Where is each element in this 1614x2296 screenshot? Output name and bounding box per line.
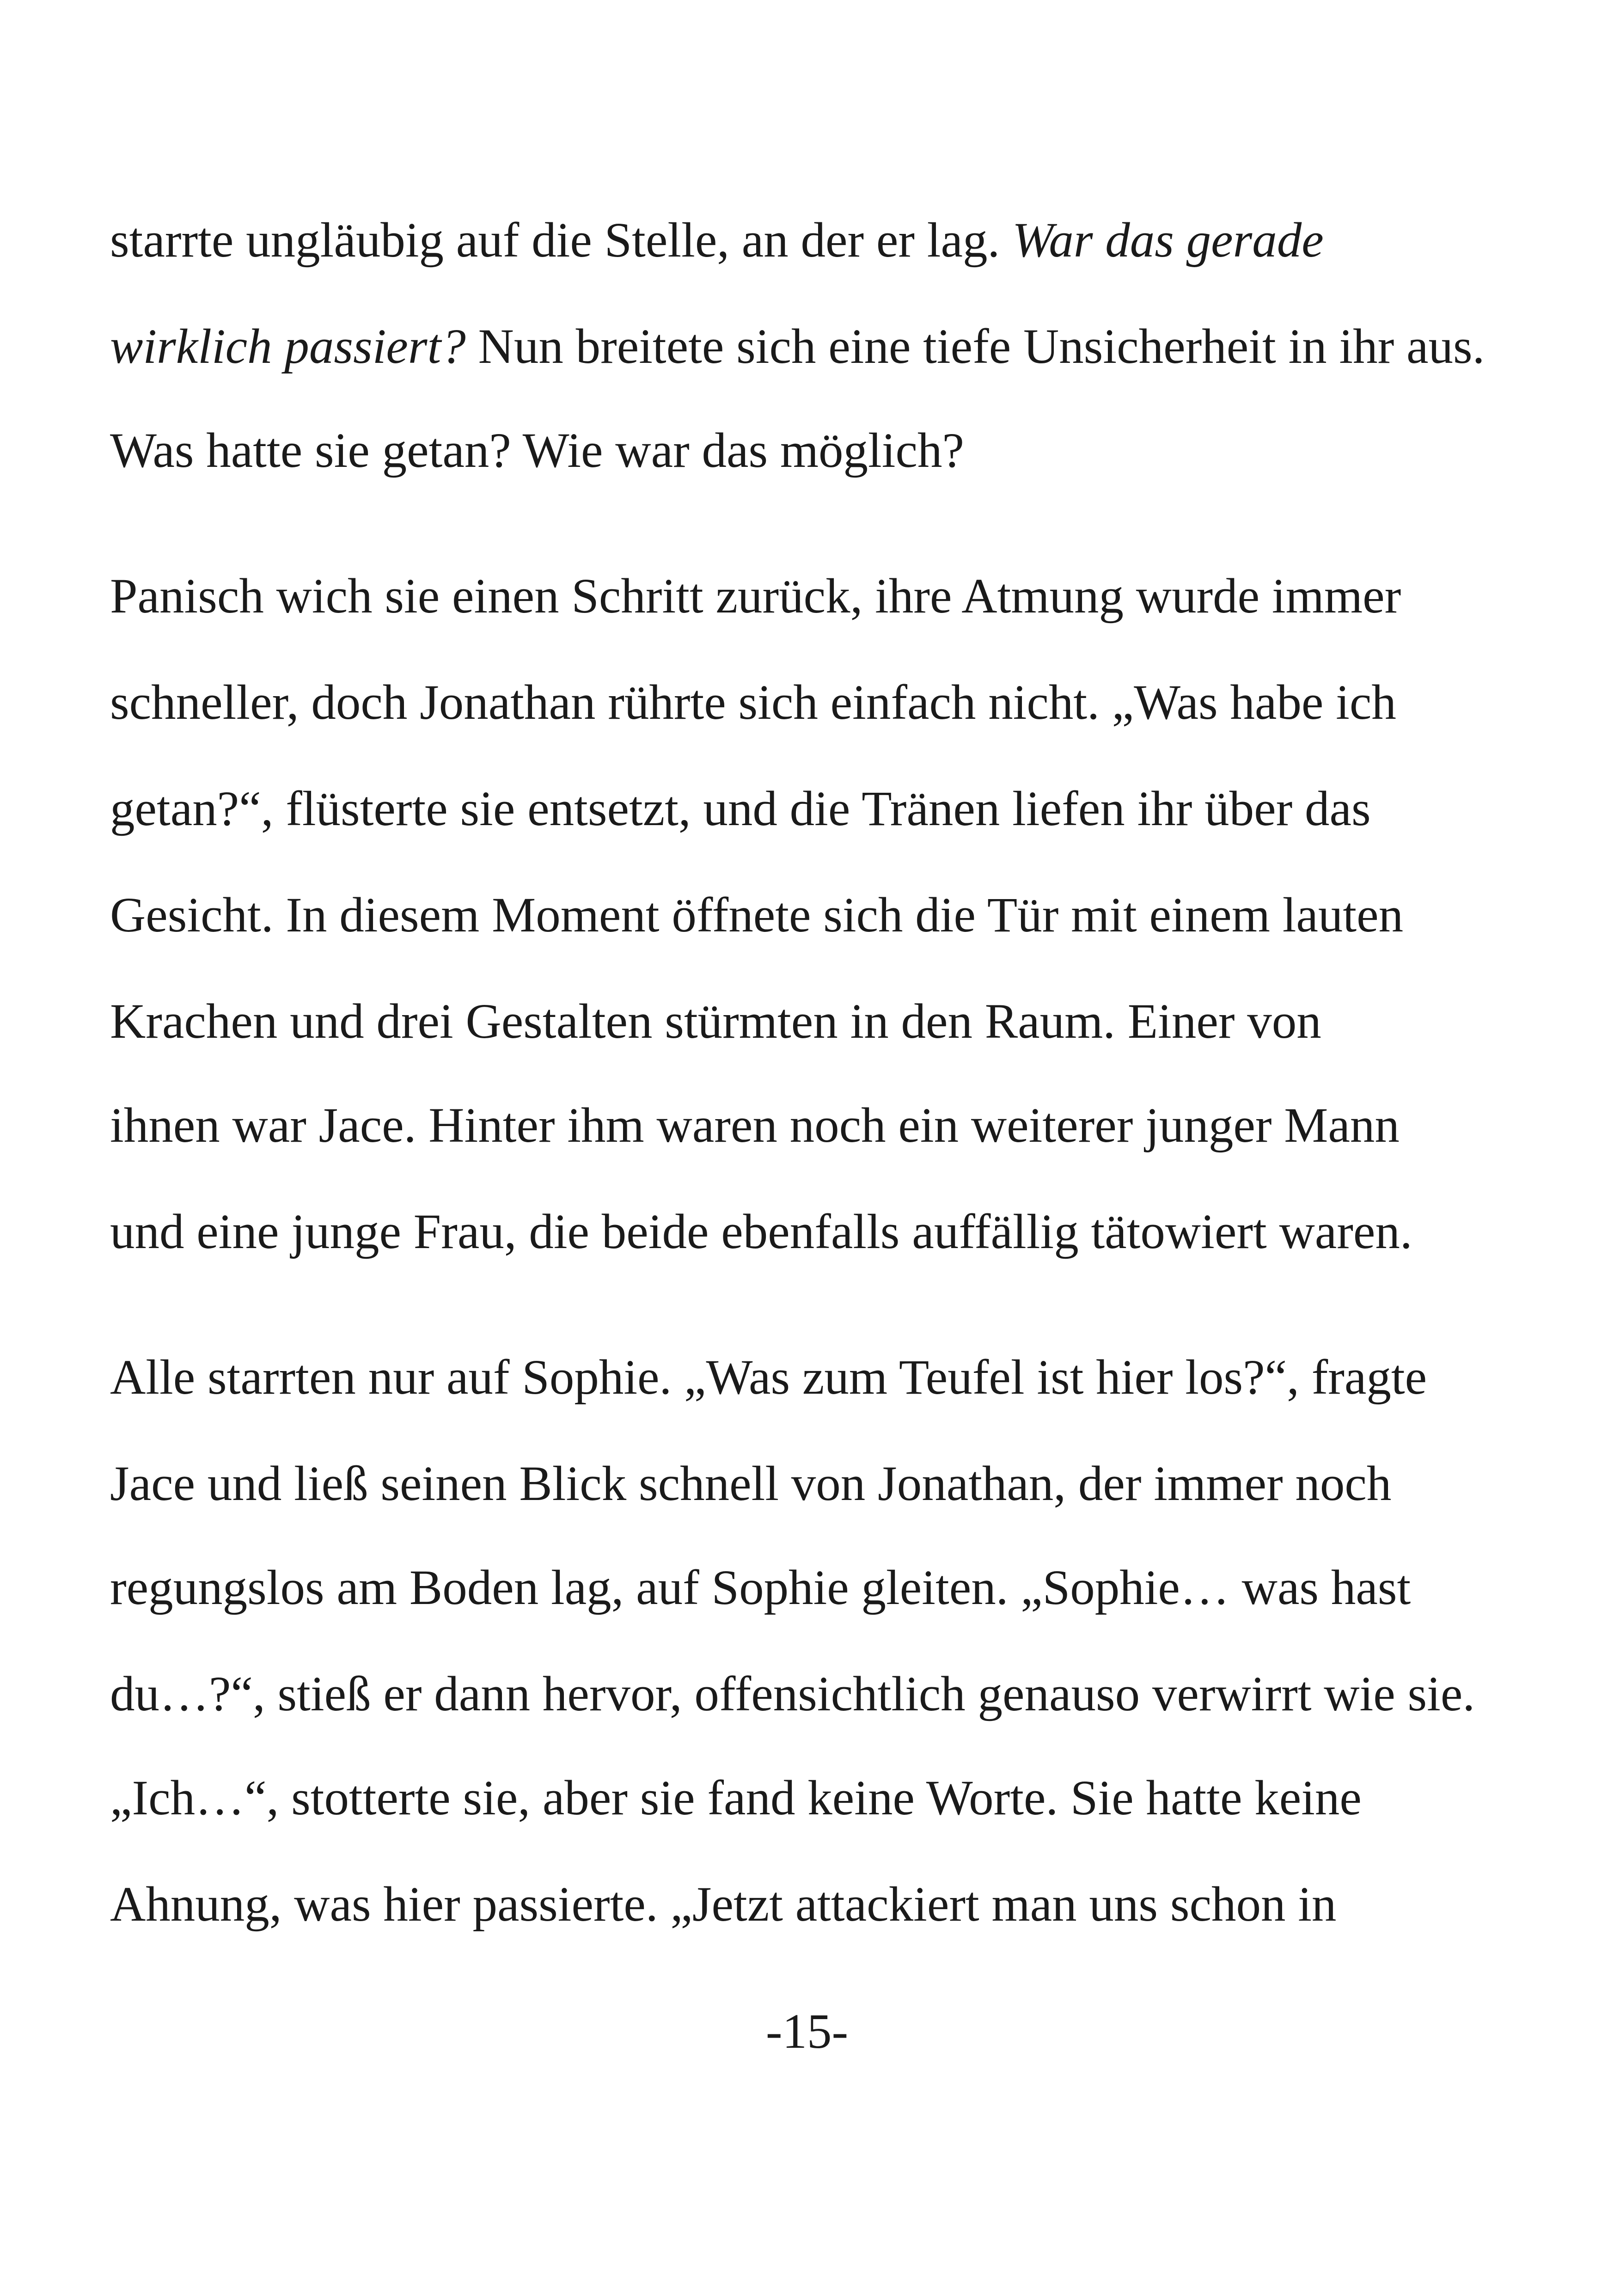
text-line: [110, 210, 1324, 270]
text-segment: und eine junge Frau, die beide ebenfalls auffällig tätowiert waren.: [110, 1205, 1412, 1259]
text-line: [110, 1347, 1427, 1408]
text-segment: regungslos am Boden lag, auf Sophie gleiten. „Sophie… was hast: [110, 1561, 1411, 1615]
text-line: [110, 1096, 1400, 1156]
text-line: [110, 1664, 1475, 1724]
page-number: -15-: [765, 2004, 849, 2059]
text-line: [110, 421, 964, 481]
italic-text: War das gerade: [1012, 213, 1324, 268]
italic-text: wirklich passiert?: [110, 319, 466, 374]
text-segment: getan?“, flüsterte sie entsetzt, und die Tränen liefen ihr über das: [110, 782, 1371, 836]
text-line: [110, 566, 1401, 626]
text-segment: Gesicht. In diesem Moment öffnete sich die Tür mit einem lauten: [110, 888, 1404, 943]
text-segment: Was hatte sie getan? Wie war das möglich?: [110, 423, 964, 478]
text-segment: Alle starrten nur auf Sophie. „Was zum Teufel ist hier los?“, fragte: [110, 1350, 1427, 1405]
text-line: [110, 1558, 1411, 1618]
text-segment: Nun breitete sich eine tiefe Unsicherheit in ihr aus.: [465, 319, 1485, 374]
text-line: [110, 673, 1396, 733]
text-line: [110, 885, 1403, 945]
text-segment: schneller, doch Jonathan rührte sich einfach nicht. „Was habe ich: [110, 675, 1396, 730]
text-line: [110, 1874, 1336, 1935]
text-line: [110, 1768, 1362, 1828]
text-segment: starrte ungläubig auf die Stelle, an der er lag.: [110, 213, 1013, 268]
text-line: [110, 1202, 1412, 1262]
text-line: [110, 317, 1485, 377]
text-segment: Ahnung, was hier passierte. „Jetzt attackiert man uns schon in: [110, 1877, 1337, 1932]
text-segment: ihnen war Jace. Hinter ihm waren noch ein weiterer junger Mann: [110, 1098, 1400, 1153]
text-line: [110, 992, 1321, 1052]
text-segment: Jace und ließ seinen Blick schnell von Jonathan, der immer noch: [110, 1457, 1392, 1511]
text-line: [110, 779, 1371, 839]
text-segment: „Ich…“, stotterte sie, aber sie fand keine Worte. Sie hatte keine: [110, 1771, 1362, 1825]
text-line: [110, 1454, 1391, 1514]
text-segment: Krachen und drei Gestalten stürmten in den Raum. Einer von: [110, 994, 1321, 1049]
text-segment: du…?“, stieß er dann hervor, offensichtlich genauso verwirrt wie sie.: [110, 1667, 1475, 1721]
text-segment: Panisch wich sie einen Schritt zurück, ihre Atmung wurde immer: [110, 569, 1401, 624]
